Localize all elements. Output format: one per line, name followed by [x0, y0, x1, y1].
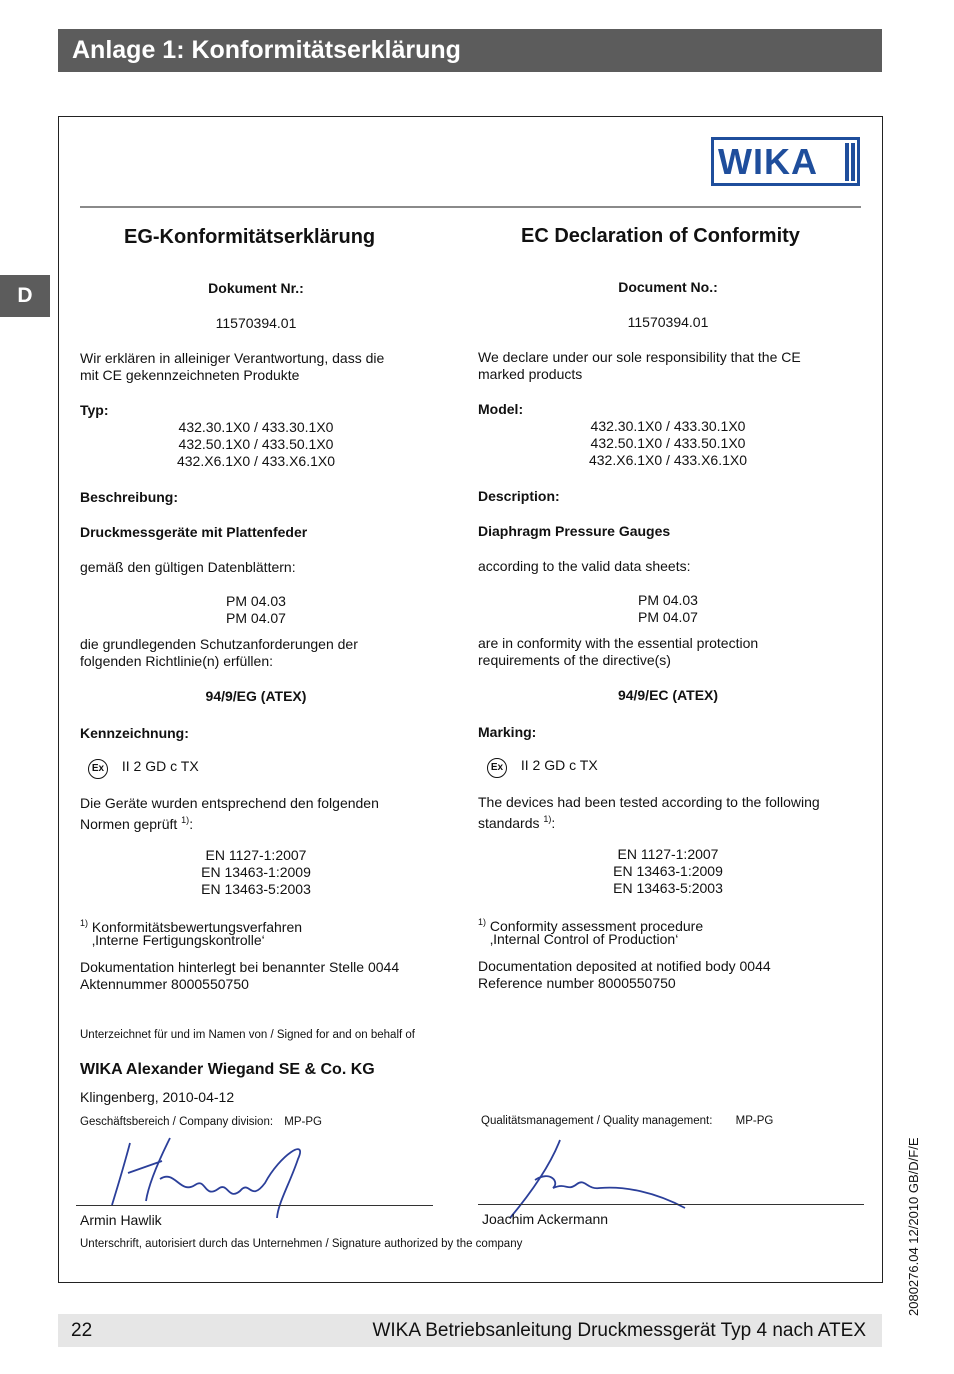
signature-line-right [478, 1204, 864, 1205]
qm-label: Qualitätsmanagement / Quality management: [481, 1115, 713, 1127]
de-desc-label: Beschreibung: [80, 489, 179, 505]
de-directive: 94/9/EG (ATEX) [205, 688, 307, 704]
language-tab-label: D [17, 284, 33, 307]
en-marking: II 2 GD c TX [520, 757, 598, 773]
de-deposit-2: Aktennummer 8000550750 [80, 976, 249, 992]
page-header [58, 29, 882, 72]
signature-left-icon [100, 1133, 315, 1223]
de-conformity-2: folgenden Richtlinie(n) erfüllen: [80, 653, 273, 669]
company-name: WIKA Alexander Wiegand SE & Co. KG [80, 1061, 375, 1078]
en-standard-2: EN 13463-1:2009 [613, 863, 723, 879]
de-tested-2: Normen geprüft [80, 816, 178, 832]
qm-row [481, 1114, 773, 1128]
authorized-note: Unterschrift, autorisiert durch das Unternehmen / Signature authorized by the company [80, 1238, 523, 1250]
en-deposit-2: Reference number 8000550750 [478, 975, 676, 991]
en-desc-label: Description: [478, 488, 560, 504]
on-behalf-line: Unterzeichnet für und im Namen von / Signed for and on behalf of [80, 1029, 415, 1041]
page-title: Anlage 1: Konformitätserklärung [72, 36, 461, 64]
de-footnote-1: Konformitätsbewertungsverfahren [91, 919, 303, 935]
en-marking-row [487, 757, 598, 778]
de-type-2: 432.50.1X0 / 433.50.1X0 [178, 436, 334, 452]
de-type-3: 432.X6.1X0 / 433.X6.1X0 [176, 453, 335, 469]
en-tested-2: standards [478, 815, 540, 831]
de-footnote-mark-2: 1) [80, 918, 89, 928]
de-footnote-mark: 1) [181, 815, 190, 825]
page-number: 22 [71, 1320, 93, 1341]
en-footnote-mark: 1) [543, 814, 552, 824]
de-footnote-2: ‚Interne Fertigungskontrolle‘ [92, 932, 265, 948]
de-intro-1: Wir erklären in alleiniger Verantwortung, dass die [80, 350, 385, 366]
logo-bar [845, 143, 849, 181]
en-marking-label: Marking: [478, 724, 537, 740]
en-footnote-2: ‚Internal Control of Production‘ [490, 931, 679, 947]
signer-left: Armin Hawlik [80, 1212, 162, 1228]
en-doc-number: 11570394.01 [627, 314, 709, 330]
en-footnote-mark-2: 1) [478, 917, 487, 927]
de-intro-2: mit CE gekennzeichneten Produkte [80, 367, 300, 383]
de-standard-3: EN 13463-5:2003 [201, 881, 311, 897]
en-intro-2: marked products [478, 366, 583, 382]
de-datasheets-label: gemäß den gültigen Datenblättern: [80, 559, 296, 575]
en-tested-1: The devices had been tested according to the following [478, 794, 820, 810]
en-directive: 94/9/EC (ATEX) [617, 687, 719, 703]
de-desc-value: Druckmessgeräte mit Plattenfeder [80, 524, 308, 540]
en-intro-1: We declare under our sole responsibility that the CE [478, 349, 801, 365]
logo-text: WIKA [718, 141, 818, 182]
de-tested-2-row: Normen geprüft $^{1)}$: [80, 815, 194, 832]
de-marking: II 2 GD c TX [121, 758, 199, 774]
de-marking-label: Kennzeichnung: [80, 725, 189, 741]
ex-symbol-icon: Ex [487, 758, 507, 778]
qm-value: MP-PG [735, 1115, 774, 1127]
en-desc-value: Diaphragm Pressure Gauges [478, 523, 671, 539]
division-label: Geschäftsbereich / Company division: [80, 1116, 274, 1128]
en-datasheet-2: PM 04.07 [638, 609, 698, 625]
en-title: EC Declaration of Conformity [521, 225, 800, 247]
language-tab [0, 275, 50, 317]
de-doc-number: 11570394.01 [215, 315, 297, 331]
division-row [80, 1115, 322, 1129]
signature-line-left [76, 1205, 433, 1206]
en-datasheet-1: PM 04.03 [638, 592, 698, 608]
de-datasheet-2: PM 04.07 [226, 610, 286, 626]
en-type-3: 432.X6.1X0 / 433.X6.1X0 [588, 452, 747, 468]
en-conformity-1: are in conformity with the essential protection [478, 635, 759, 651]
en-type-2: 432.50.1X0 / 433.50.1X0 [590, 435, 746, 451]
page-footer [58, 1314, 882, 1347]
en-deposit-1: Documentation deposited at notified body 0044 [478, 958, 771, 974]
en-conformity-2: requirements of the directive(s) [478, 652, 671, 668]
de-title: EG-Konformitätserklärung [124, 226, 376, 248]
en-standard-3: EN 13463-5:2003 [613, 880, 723, 896]
de-type-label: Typ: [80, 402, 109, 418]
de-marking-row [88, 758, 199, 779]
en-footnote-1: Conformity assessment procedure [489, 918, 704, 934]
header-divider [80, 206, 861, 208]
de-type-1: 432.30.1X0 / 433.30.1X0 [178, 419, 334, 435]
ex-symbol-icon: Ex [88, 759, 108, 779]
en-datasheets-label: according to the valid data sheets: [478, 558, 691, 574]
de-datasheet-1: PM 04.03 [226, 593, 286, 609]
document-code: 2080276.04 12/2010 GB/D/F/E [906, 1137, 921, 1316]
en-type-label: Model: [478, 401, 524, 417]
footer-title: WIKA Betriebsanleitung Druckmessgerät Typ 4 nach ATEX [372, 1320, 866, 1341]
division-value: MP-PG [284, 1116, 322, 1128]
signer-right: Joachim Ackermann [482, 1211, 609, 1227]
de-standard-2: EN 13463-1:2009 [201, 864, 311, 880]
de-doc-label: Dokument Nr.: [208, 280, 304, 296]
en-tested-2-row: standards $^{1)}$: [478, 814, 556, 831]
en-doc-label: Document No.: [618, 279, 718, 295]
de-deposit-1: Dokumentation hinterlegt bei benannter Stelle 0044 [80, 959, 400, 975]
place-date: Klingenberg, 2010-04-12 [80, 1089, 235, 1105]
de-conformity-1: die grundlegenden Schutzanforderungen der [80, 636, 358, 652]
de-tested-1: Die Geräte wurden entsprechend den folgenden [80, 795, 379, 811]
en-type-1: 432.30.1X0 / 433.30.1X0 [590, 418, 746, 434]
de-standard-1: EN 1127-1:2007 [205, 847, 307, 863]
logo-bar [851, 143, 855, 181]
wika-logo [711, 137, 860, 186]
en-standard-1: EN 1127-1:2007 [617, 846, 719, 862]
